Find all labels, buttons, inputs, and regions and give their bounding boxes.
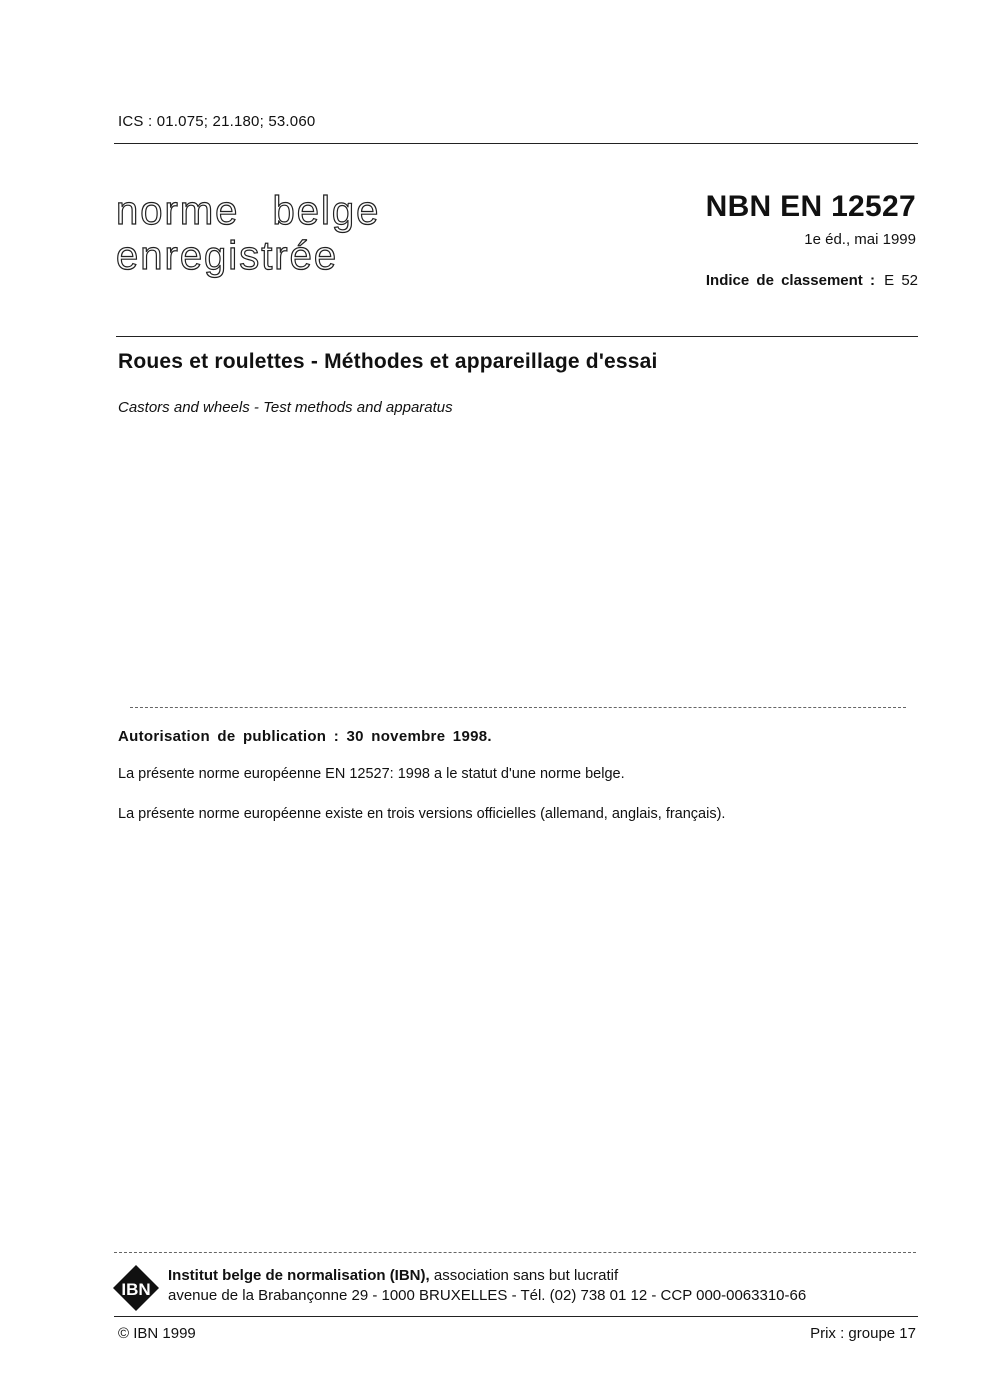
institute-name: Institut belge de normalisation (IBN), [168, 1267, 430, 1284]
institute-line [168, 1267, 618, 1284]
classification-label: Indice de classement : [705, 272, 875, 289]
brand-line-2: enregistrée [116, 234, 339, 278]
copyright: © IBN 1999 [118, 1325, 196, 1342]
section-rule [130, 707, 906, 708]
edition-date: 1e éd., mai 1999 [804, 231, 916, 248]
logo-text: IBN [121, 1280, 151, 1299]
title-rule [116, 336, 918, 337]
ibn-logo-icon [112, 1264, 160, 1312]
institute-address: avenue de la Brabançonne 29 - 1000 BRUXELLES - Tél. (02) 738 01 12 - CCP 000-0063310-66 [168, 1287, 807, 1304]
standard-number: NBN EN 12527 [705, 190, 916, 223]
ics-codes: ICS : 01.075; 21.180; 53.060 [118, 113, 316, 130]
classification-index [706, 272, 918, 289]
header-rule [114, 143, 918, 144]
classification-code: E 52 [884, 272, 918, 289]
institute-type: association sans but lucratif [429, 1267, 619, 1284]
price-group: Prix : groupe 17 [810, 1325, 916, 1342]
status-paragraph: La présente norme européenne EN 12527: 1998 a le statut d'une norme belge. [118, 766, 625, 782]
title-french: Roues et roulettes - Méthodes et appareillage d'essai [118, 350, 658, 373]
publication-authorisation: Autorisation de publication : 30 novembre 1998. [118, 728, 492, 745]
versions-paragraph: La présente norme européenne existe en trois versions officielles (allemand, anglais, français). [118, 806, 726, 822]
title-english: Castors and wheels - Test methods and apparatus [118, 399, 453, 416]
bottom-rule [114, 1316, 918, 1317]
footer-rule [114, 1252, 916, 1253]
brand-line-1: norme belge [116, 189, 381, 233]
